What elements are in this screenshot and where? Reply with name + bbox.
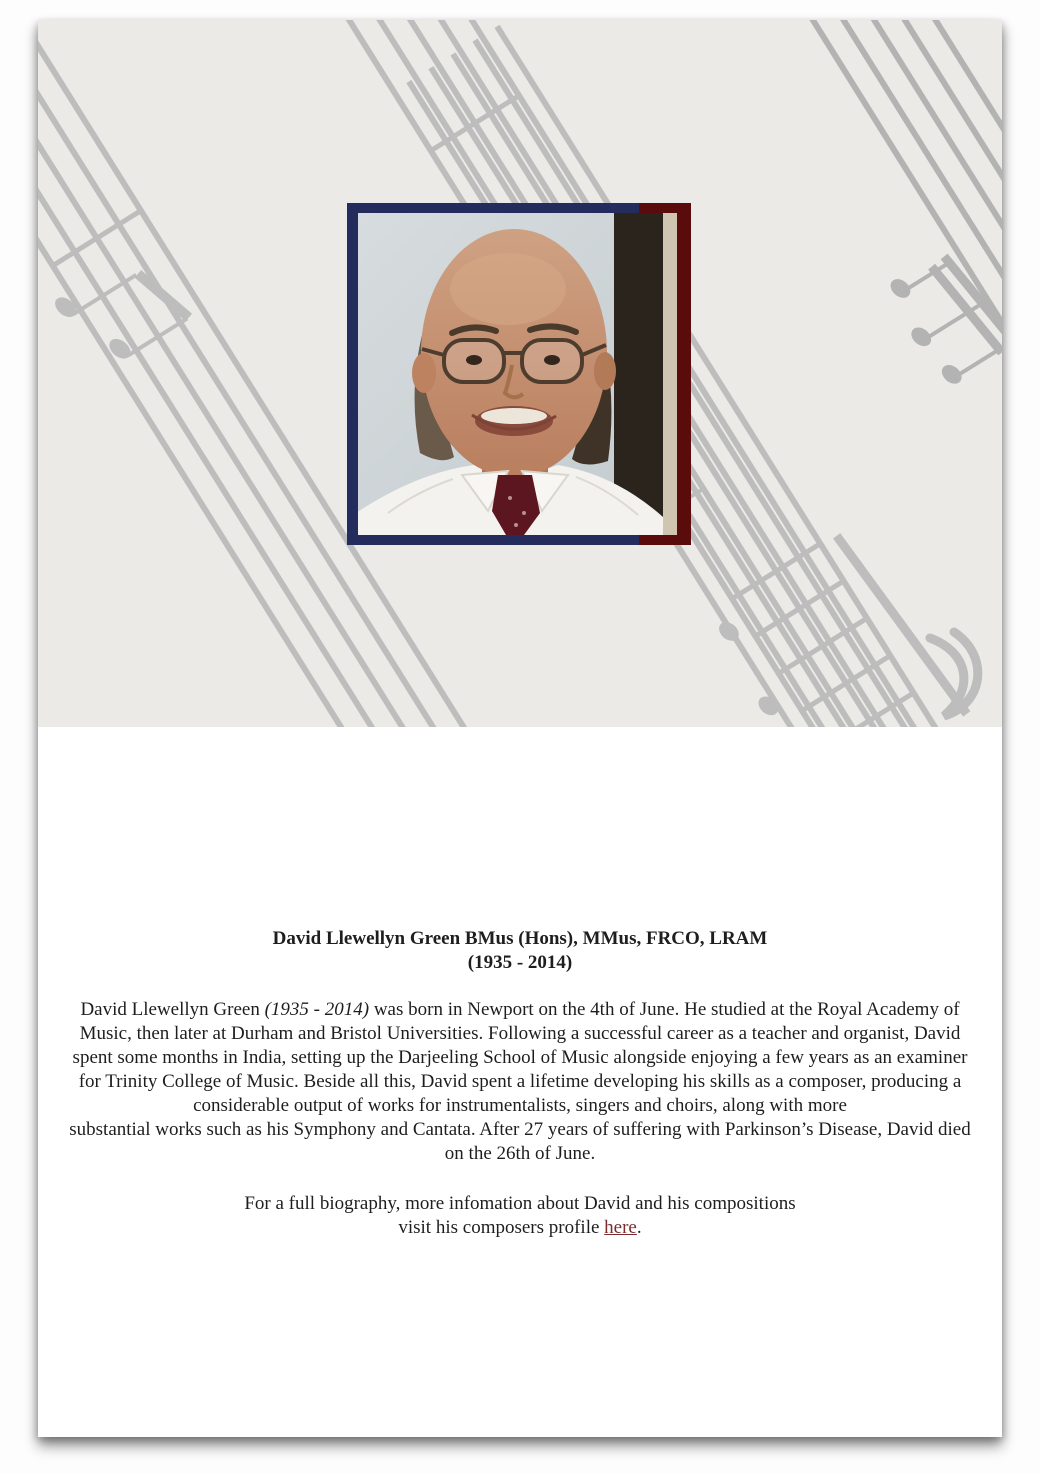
- page-title-name: David Llewellyn Green BMus (Hons), MMus, FRCO, LRAM: [272, 928, 768, 949]
- bio-line: spent some months in India, setting up the Darjeeling School of Music alongside enjoying a few years as an examiner: [72, 1047, 968, 1068]
- sheet-music-banner: [38, 20, 1002, 727]
- page-title: [38, 927, 1002, 975]
- bio-line: Music, then later at Durham and Bristol Universities. Following a successful career as a teacher and organist, David: [79, 1023, 961, 1044]
- bio-line: for Trinity College of Music. Beside all this, David spent a lifetime developing his skills as a composer, producing a: [78, 1071, 962, 1092]
- composer-profile-link[interactable]: here: [604, 1217, 637, 1238]
- bio-line: on the 26th of June.: [444, 1143, 596, 1164]
- profile-link-paragraph: [38, 1192, 1002, 1240]
- bio-dates-italic: (1935 - 2014): [264, 999, 370, 1020]
- profile-link-line1: For a full biography, more infomation about David and his compositions: [244, 1193, 796, 1214]
- bio-line: substantial works such as his Symphony and Cantata. After 27 years of suffering with Parkinson’s Disease, David died: [69, 1119, 971, 1140]
- bio-line: David Llewellyn Green (1935 - 2014) was born in Newport on the 4th of June. He studied at the Royal Academy of: [80, 999, 960, 1020]
- portrait-illustration: [358, 213, 677, 535]
- bio-section: [38, 727, 1002, 1437]
- portrait-photo: [358, 213, 677, 535]
- memorial-page: [38, 20, 1002, 1437]
- page-title-dates: (1935 - 2014): [467, 952, 573, 973]
- profile-link-line2: visit his composers profile here.: [398, 1217, 642, 1238]
- biography-paragraph: [38, 998, 1002, 1166]
- portrait-frame: [347, 203, 691, 545]
- bio-line: considerable output of works for instrumentalists, singers and choirs, along with more: [193, 1095, 847, 1116]
